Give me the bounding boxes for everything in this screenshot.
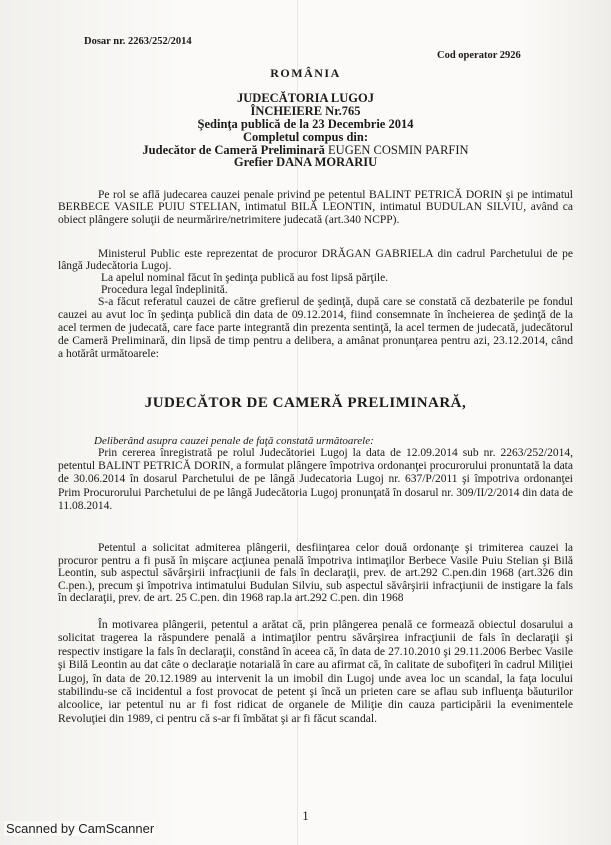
- line-procedure: Procedura legal îndeplinită.: [101, 284, 228, 296]
- paragraph-case-subject: [58, 189, 573, 226]
- scanner-watermark: Scanned by CamScanner: [6, 821, 155, 836]
- paragraph-text: Prin cererea înregistrată pe rolul Judecătoriei Lugoj la data de 12.09.2014 sub nr. 2263/252/2014, petentul BALINT PETRICĂ DORIN, a formulat plângere împotriva ordonanţei procurorului pronuntată la data de 30.06.2014 în dosarul Parchetului de pe lângă Judecatoria Lugoj nr. 637/P/2011 şi împotriva ordonanţei Prim Procurorului Parchetului de pe lângă Judecătoria Lugoj pronunţată în dosarul nr. 309/II/2/2014 din data de 11.08.2014.: [58, 447, 573, 512]
- clerk-name: DANA MORARIU: [276, 155, 378, 169]
- session-date: Şedinţa publică de la 23 Decembrie 2014: [197, 117, 414, 131]
- line-roll-call: La apelul nominal făcut în şedinţa publică au fost lipsă părţile.: [101, 272, 389, 284]
- judge-label: Judecător de Cameră Preliminară: [142, 143, 329, 157]
- operator-code: Cod operator 2926: [437, 50, 521, 61]
- clerk-line: [0, 155, 611, 170]
- case-number: Dosar nr. 2263/252/2014: [84, 36, 192, 47]
- clerk-label: Grefier: [233, 155, 277, 169]
- paragraph-text: Pe rol se află judecarea cauzei penale privind pe petentul BALINT PETRICĂ DORIN şi pe intimatul BERBECE VASILE PUIU STELIAN, intimatul BILĂ LEONTIN, intimatul BUDULAN SILVIU, având ca obiect plângere soluţii de neurmărire/netrimitere judecată (art.340 NCPP).: [58, 189, 573, 226]
- paragraph-report: [58, 296, 573, 361]
- paragraph-text: Ministerul Public este reprezentat de procuror DRĂGAN GABRIELA din cadrul Parchetului de pe lângă Judecătoria Lugoj.: [58, 248, 573, 273]
- page-number: 1: [302, 808, 309, 823]
- country-heading: ROMÂNIA: [270, 66, 341, 80]
- ruling-number: ÎNCHEIERE Nr.765: [250, 104, 361, 118]
- paragraph-request: [58, 447, 573, 513]
- panel-heading: Completul compus din:: [242, 130, 369, 144]
- judge-name: EUGEN COSMIN PARFIN: [328, 143, 469, 157]
- paragraph-petition: [58, 542, 573, 605]
- paragraph-text: În motivarea plângerii, petentul a arătat că, prin plângerea penală ce formează obiectul dosarului a solicitat tragerea la răspundere penală a intimaţilor pentru săvârşirea infracţiunii de fals în declaraţii şi respectiv instigare la fals în declaraţii, constând în aceea că, în data de 27.10.2010 şi 29.11.2006 Berbec Vasile şi Bilă Leontin au dat câte o declaraţie notarială în care au afirmat că, în calitate de subofiţeri în cadrul Miliţiei Lugoj, în data de 20.12.1989 au intervenit la un imobil din Lugoj unde avea loc un scandal, la faţa locului stabilindu-se că incidentul a fost provocat de petent şi încă un prieten care se aflau sub influenţa băuturilor alcoolice, iar petentul nu ar fi fost ridicat de organele de Miliţie din cauza participării la evenimentele Revoluţiei din 1989, ci pentru că s-ar fi îmbătat şi ar fi făcut scandal.: [58, 618, 573, 725]
- court-name: JUDECĂTORIA LUGOJ: [237, 91, 374, 105]
- paragraph-text: S-a făcut referatul cauzei de către grefierul de şedinţă, după care se constată că dezbaterile pe fondul cauzei au avut loc în şedinţa publică din data de 09.12.2014, fiind consemnate în încheierea de şedinţă de la acel termen de judecată, care face parte integrantă din prezenta sentinţă, la acel termen de judecată, judecătorul de Cameră Preliminară, din lipsă de timp pentru a delibera, a amânat pronunţarea pentru azi, 23.12.2014, când a hotărât următoarele:: [58, 296, 573, 360]
- paragraph-text: Petentul a solicitat admiterea plângerii, desfiinţarea celor două ordonanţe şi trimiterea cauzei la procuror pentru a fi pusă în mişcare acţiunea penală împotriva intimaţilor Berbece Vasile Puiu Stelian şi Bilă Leontin, sub aspectul săvârşirii infracţiunii de fals în declaraţii, prev. de art.292 C.pen.din 1968 (art.326 din C.pen.), precum şi împotriva intimatului Budulan Silviu, sub aspectul săvârşirii infracţiunii de instigare la fals în declaraţii, prev. de art. 25 C.pen. din 1968 rap.la art.292 C.pen. din 1968: [58, 542, 573, 605]
- paragraph-prosecutor: [58, 248, 573, 273]
- section-title: JUDECĂTOR DE CAMERĂ PRELIMINARĂ,: [144, 395, 467, 411]
- paragraph-motivation: [58, 618, 573, 725]
- deliberation-line: Deliberând asupra cauzei penale de faţă constată următoarele:: [94, 435, 374, 447]
